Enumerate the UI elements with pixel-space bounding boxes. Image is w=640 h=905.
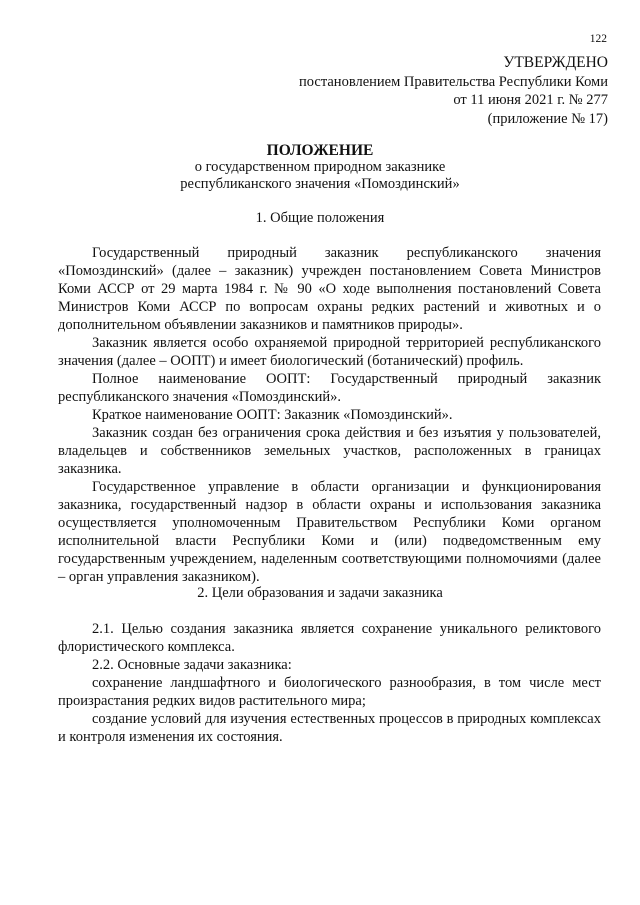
section-2-body — [58, 620, 601, 746]
section-1-body — [58, 244, 601, 586]
paragraph: сохранение ландшафтного и биологического разнообразия, в том числе мест произрастания редких видов растительного мира; — [58, 675, 601, 709]
approval-heading: УТВЕРЖДЕНО — [503, 54, 608, 71]
document-subtitle-2: республиканского значения «Помоздинский» — [180, 176, 460, 192]
paragraph: 2.2. Основные задачи заказника: — [92, 657, 292, 673]
paragraph: Полное наименование ООПТ: Государственный природный заказник республиканского значения «Помоздинский». — [58, 371, 601, 405]
page-number: 122 — [589, 33, 607, 45]
section-1-heading: 1. Общие положения — [255, 210, 385, 226]
paragraph: Краткое наименование ООПТ: Заказник «Помоздинский». — [92, 407, 453, 423]
paragraph: 2.1. Целью создания заказника является сохранение уникального реликтового флористического комплекса. — [58, 621, 601, 655]
section-2-heading: 2. Цели образования и задачи заказника — [197, 585, 443, 601]
approval-line-date: от 11 июня 2021 г. № 277 — [453, 92, 608, 108]
paragraph: Заказник является особо охраняемой природной территорией республиканского значения (далее – ООПТ) и имеет биологический (ботанический) профиль. — [58, 335, 601, 369]
paragraph: Государственный природный заказник республиканского значения «Помоздинский» (далее – заказник) учрежден постановлением Совета Министров Коми АССР от 29 марта 1984 г. № 90 «О ходе выполнения постановлений Совета Министров Коми АССР по вопросам охраны редких растений и животных и о дополнительном объявлении заказников и памятников природы». — [58, 245, 601, 333]
approval-stamp — [299, 54, 608, 128]
approval-line-appendix: (приложение № 17) — [487, 110, 608, 127]
document-title: ПОЛОЖЕНИЕ — [266, 142, 374, 159]
paragraph: Заказник создан без ограничения срока действия и без изъятия у пользователей, владельцев и собственников земельных участков, расположенных в границах заказника. — [58, 425, 601, 477]
document-subtitle-1: о государственном природном заказнике — [194, 159, 446, 175]
paragraph: Государственное управление в области организации и функционирования заказника, государственный надзор в области охраны и использования заказника осуществляется уполномоченным Правительством Республики Коми органом исполнительной власти Республики Коми и (или) подведомственным ему государственным учреждением, наделенным соответствующими полномочиями (далее – орган управления заказником). — [58, 479, 601, 585]
approval-line-decree: постановлением Правительства Республики Коми — [299, 73, 608, 90]
paragraph: создание условий для изучения естественных процессов в природных комплексах и контроля изменения их состояния. — [58, 711, 601, 745]
